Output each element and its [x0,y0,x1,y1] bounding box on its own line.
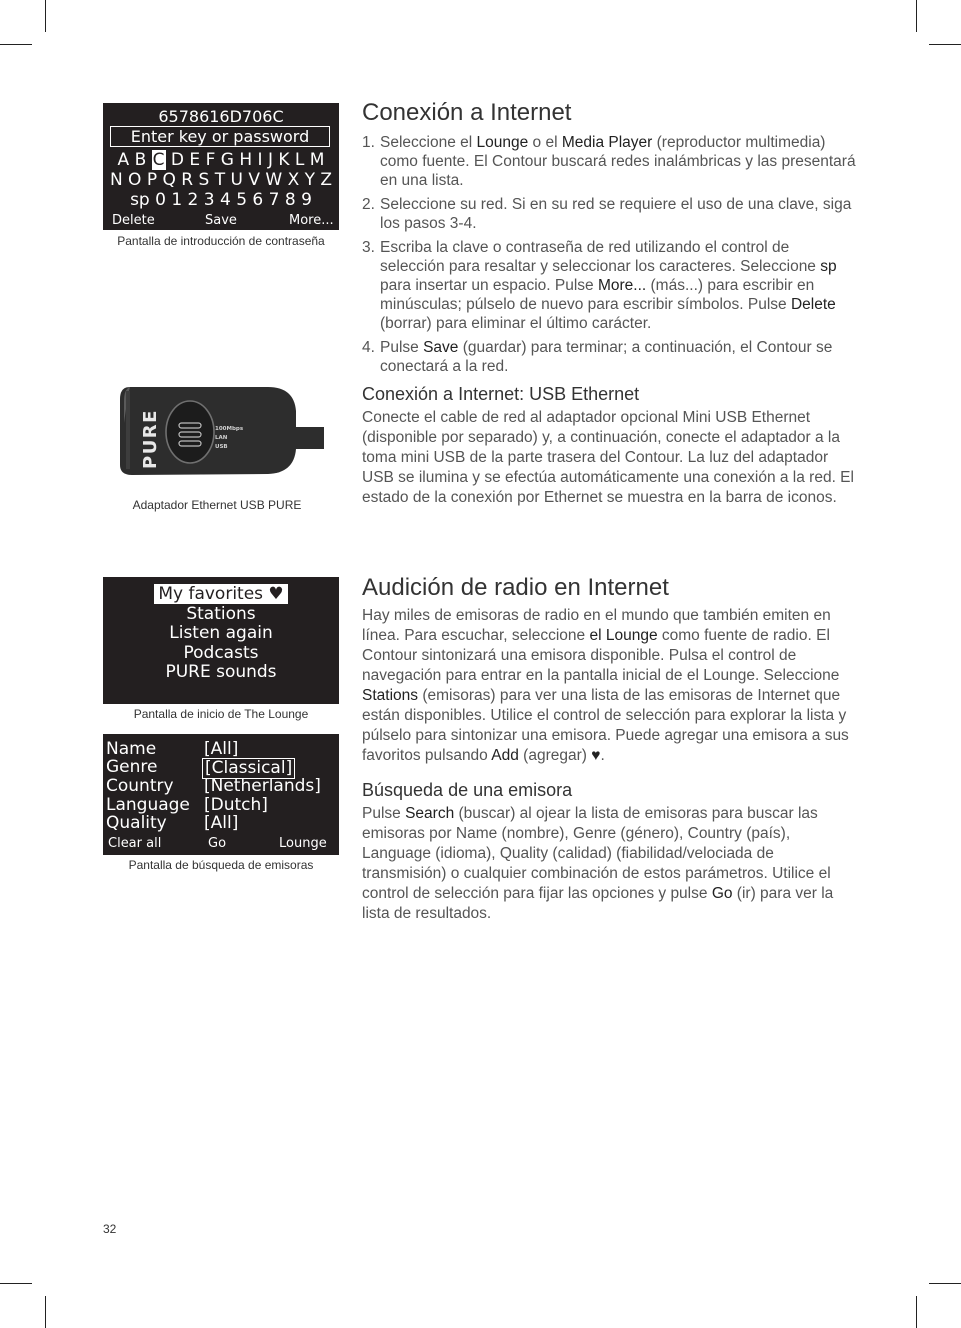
search-keyword: Go [711,885,733,902]
crop-mark [929,1283,961,1284]
password-entry-screen [103,103,339,230]
led-label-usb: USB [215,444,228,450]
search-label-genre: Genre [106,757,158,777]
password-screen-caption: Pantalla de introducción de contraseña [117,234,325,248]
key-id: 6578616D706C [158,107,284,126]
usb-ethernet-adapter-illustration [118,383,336,477]
step-4 [362,338,858,376]
step-text: o el [528,134,562,151]
menu-item-podcasts[interactable]: Podcasts [183,642,259,663]
step-1 [362,133,858,190]
search-label-country: Country [106,776,174,796]
step-keyword: sp [820,258,837,275]
search-label-quality: Quality [106,813,167,833]
radio-text: (agregar) [518,747,592,764]
pure-logo: PURE [140,409,161,469]
radio-text: Hay miles de emisoras de radio en el mundo que también emiten en línea. Para escuchar, seleccione [362,607,831,644]
step-number: 4. [362,339,375,356]
search-text: (buscar) al ojear la lista de emisoras para buscar las emisoras por Name (nombre), Genre (género), Country (país), Language (idioma), Quality (calidad) (fiabilidad/velociada de transmisión) o cualquier combinación de estos parámetros. Utilice el control de selección para fijar las opciones y pulse [362,805,831,902]
more-softkey[interactable]: More... [289,213,334,228]
radio-keyword: Stations [362,687,419,704]
step-text: Escriba la clave o contraseña de red utilizando el control de selección para resaltar y seleccionar los caracteres. Seleccione [380,239,821,275]
search-value-name: [All] [204,739,239,759]
crop-mark [45,0,46,32]
crop-mark [0,1283,32,1284]
delete-softkey[interactable]: Delete [112,213,155,228]
password-prompt [110,126,330,147]
page-number: 32 [103,1222,117,1236]
internet-steps-list [362,133,858,381]
radio-paragraph [362,606,856,766]
step-text: (más...) para escribir en minúsculas; púlselo de nuevo para escribir símbolos. Pulse [380,277,815,313]
radio-keyword: el Lounge [589,627,658,644]
step-keyword: More... [597,277,647,294]
led-label-speed: 100Mbps [215,426,244,432]
search-label-name: Name [106,739,157,759]
radio-text: (emisoras) para ver una lista de las emisoras de Internet que están disponibles. Utilice el control de selección para explorar la lista y púlselo para sintonizar una emisora. Puede agregar una emisora a sus favoritos pulsando [362,687,849,764]
step-number: 1. [362,134,375,151]
step-number: 2. [362,196,375,213]
station-search-screen [103,734,339,855]
step-keyword: Delete [790,296,836,313]
radio-keyword: Add [491,747,519,764]
password-prompt-text: Enter key or password [130,127,310,146]
char-row-1-before: A B [117,150,152,170]
search-text: (ir) para ver la lista de resultados. [362,885,834,922]
usb-ethernet-paragraph: Conecte el cable de red al adaptador opcional Mini USB Ethernet (disponible por separado) y, a continuación, conecte el adaptador a la toma mini USB de la parte trasera del Contour. La luz del adaptador USB se ilumina y se efectúa automáticamente una conexión a la red. El estado de la conexión por Ethernet se muestra en la barra de iconos. [362,409,854,506]
char-row-1 [103,150,339,170]
search-value-quality: [All] [204,813,239,833]
save-softkey[interactable]: Save [205,213,237,228]
crop-mark [929,44,961,45]
search-label-language: Language [106,795,190,815]
crop-mark [0,44,32,45]
led-label-lan: LAN [215,435,228,441]
search-keyword: Search [405,805,455,822]
lounge-softkey[interactable]: Lounge [279,836,327,851]
adapter-caption: Adaptador Ethernet USB PURE [132,498,302,512]
char-row-3: sp 0 1 2 3 4 5 6 7 8 9 [130,190,312,210]
menu-item-favorites[interactable] [103,585,339,605]
char-row-2: N O P Q R S T U V W X Y Z [109,170,333,190]
go-softkey[interactable]: Go [208,836,227,851]
step-text: Seleccione el [380,134,477,151]
search-screen-caption: Pantalla de búsqueda de emisoras [128,858,314,872]
step-keyword: Save [423,339,459,356]
heart-icon: ♥ [591,747,601,764]
crop-mark [916,0,917,32]
search-text: Pulse [362,805,406,822]
radio-text: . [600,747,605,764]
clear-all-softkey[interactable]: Clear all [108,836,162,851]
char-row-1-after: D E F G H I J K L M [165,150,325,170]
step-text: (guardar) para terminar; a continuación, el Contour se conectará a la red. [380,339,833,375]
char-cursor[interactable]: C [152,150,165,170]
menu-item-pure-sounds[interactable]: PURE sounds [165,662,277,682]
section-title-usb-ethernet: Conexión a Internet: USB Ethernet [362,384,640,404]
step-number: 3. [362,239,375,256]
crop-mark [916,1296,917,1328]
step-text: (borrar) para eliminar el último carácter. [380,315,652,332]
crop-mark [45,1296,46,1328]
section-title-radio: Audición de radio en Internet [362,574,669,601]
radio-text: como fuente de radio. El Contour sintonizará una emisora disponible. Pulsa el control de navegación para entrar en la pantalla inicial de el Lounge. Seleccione [362,627,840,684]
menu-item-favorites-label: My favorites ♥ [154,584,287,604]
search-paragraph [362,804,850,924]
search-value-genre: [Classical] [202,758,295,779]
menu-item-listen-again[interactable]: Listen again [169,623,273,643]
section-title-internet: Conexión a Internet [362,99,572,126]
step-2 [362,195,858,233]
step-text: Seleccione su red. Si en su red se requiere el uso de una clave, siga los pasos 3-4. [380,196,852,232]
step-keyword: Media Player [561,134,653,151]
search-value-country: [Netherlands] [204,776,321,796]
step-3 [362,238,858,333]
lounge-screen-caption: Pantalla de inicio de The Lounge [133,707,309,721]
step-text: Pulse [380,339,424,356]
step-text: (reproductor multimedia) como fuente. El Contour buscará redes inalámbricas y las presentará en una lista. [380,134,856,189]
step-keyword: Lounge [476,134,529,151]
menu-item-stations[interactable]: Stations [186,603,256,624]
search-value-language: [Dutch] [204,795,268,815]
step-text: para insertar un espacio. Pulse [380,277,598,294]
section-title-search: Búsqueda de una emisora [362,780,573,800]
lounge-home-screen [103,577,339,704]
